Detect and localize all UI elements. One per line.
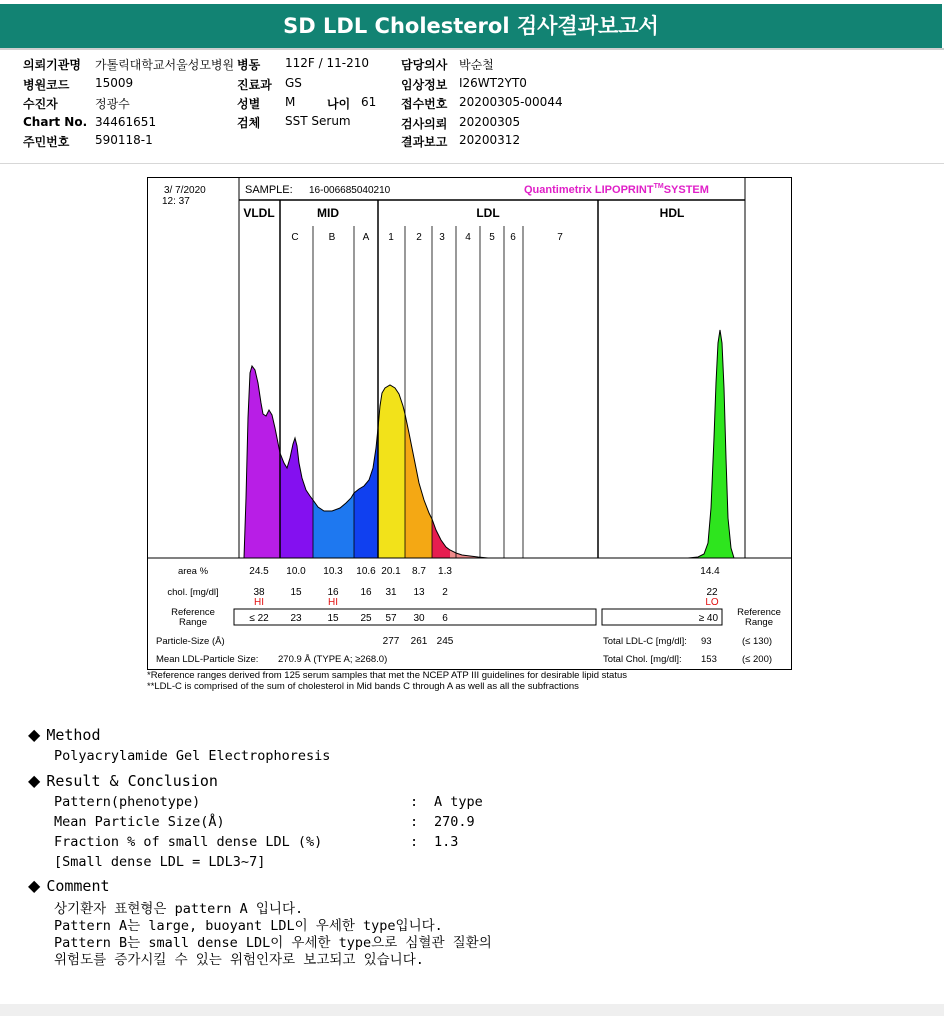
method-heading: ◆ Method <box>28 725 101 744</box>
ref-b: 15 <box>327 613 339 624</box>
area-a: 10.6 <box>356 566 376 577</box>
ref-right-label-1: Reference <box>737 607 781 618</box>
band-C: C <box>291 232 299 243</box>
result-row-mean-size: Mean Particle Size(Å) <box>54 814 225 830</box>
row-label-reference-2: Range <box>179 617 207 628</box>
chol-1: 31 <box>385 587 397 598</box>
area-hdl: 14.4 <box>700 566 720 577</box>
ref-vldl: ≤ 22 <box>249 613 269 624</box>
diamond-bullet-icon: ◆ <box>28 771 41 790</box>
info-divider <box>0 163 944 164</box>
chart-time: 12: 37 <box>162 196 190 207</box>
area-2: 8.7 <box>412 566 426 577</box>
chol-3: 2 <box>442 587 448 598</box>
footnote-2: **LDL-C is comprised of the sum of cholesterol in Mid bands C through A as well as all the subfractions <box>147 681 579 692</box>
ref-c: 23 <box>290 613 302 624</box>
row-label-particle: Particle-Size (Å) <box>156 636 225 647</box>
result-heading: ◆ Result & Conclusion <box>28 771 218 790</box>
chol-hdl: 22 <box>706 587 718 598</box>
area-b: 10.3 <box>323 566 343 577</box>
group-vldl: VLDL <box>243 206 275 220</box>
band-5: 5 <box>489 232 495 243</box>
sample-id: 16-006685040210 <box>309 185 391 196</box>
mean-ldl-label: Mean LDL-Particle Size: <box>156 654 259 665</box>
chart-date: 3/ 7/2020 <box>164 185 206 196</box>
ref-hdl: ≥ 40 <box>698 613 718 624</box>
report-title: SD LDL Cholesterol 검사결과보고서 <box>0 4 942 48</box>
group-mid: MID <box>317 206 339 220</box>
band-4: 4 <box>465 232 471 243</box>
total-ldl-value: 93 <box>701 636 712 647</box>
area-3: 1.3 <box>438 566 452 577</box>
title-divider <box>0 48 944 50</box>
comment-line-4: 위험도를 증가시킬 수 있는 위험인자로 보고되고 있습니다. <box>54 952 424 968</box>
band-1: 1 <box>388 232 394 243</box>
particle-1: 277 <box>382 636 400 647</box>
result-sep-1: : <box>410 794 419 810</box>
fill-ldl-1 <box>378 385 405 558</box>
row-label-chol: chol. [mg/dl] <box>167 587 219 598</box>
particle-3: 245 <box>436 636 454 647</box>
group-hdl: HDL <box>659 206 685 220</box>
total-ldl-ref: (≤ 130) <box>742 636 773 647</box>
ref-2: 30 <box>413 613 425 624</box>
fill-ldl-3 <box>432 519 450 558</box>
area-c: 10.0 <box>286 566 306 577</box>
total-chol-ref: (≤ 200) <box>742 654 773 665</box>
lipoprint-chart <box>147 177 792 670</box>
mean-ldl-value: 270.9 Å (TYPE A; ≥268.0) <box>278 654 388 665</box>
total-chol-label: Total Chol. [mg/dl]: <box>603 654 682 665</box>
diamond-bullet-icon: ◆ <box>28 876 41 895</box>
comment-line-3: Pattern B는 small dense LDL이 우세한 type으로 심혈관 질환의 <box>54 935 492 951</box>
area-vldl: 24.5 <box>249 566 269 577</box>
chol-b: 16 <box>327 587 339 598</box>
total-chol-value: 153 <box>701 654 717 665</box>
result-value-fraction: 1.3 <box>434 834 459 850</box>
total-ldl-label: Total LDL-C [mg/dl]: <box>603 636 687 647</box>
flag-hdl: LO <box>705 597 719 608</box>
comment-line-2: Pattern A는 large, buoyant LDL이 우세한 type입니다. <box>54 918 443 934</box>
band-2: 2 <box>416 232 422 243</box>
band-3: 3 <box>439 232 445 243</box>
page-bottom-strip <box>0 1004 944 1016</box>
diamond-bullet-icon: ◆ <box>28 725 41 744</box>
fill-hdl <box>688 330 734 558</box>
result-row-fraction: Fraction % of small dense LDL (%) <box>54 834 323 850</box>
band-7: 7 <box>557 232 563 243</box>
result-note: [Small dense LDL = LDL3~7] <box>54 854 266 870</box>
band-6: 6 <box>510 232 516 243</box>
band-B: B <box>328 232 336 243</box>
row-label-reference-1: Reference <box>171 607 215 618</box>
method-text: Polyacrylamide Gel Electrophoresis <box>54 748 331 764</box>
fill-mid-b <box>313 493 354 558</box>
fill-mid-a <box>354 428 378 558</box>
comment-line-1: 상기환자 표현형은 pattern A 입니다. <box>54 901 304 917</box>
result-value-mean-size: 270.9 <box>434 814 475 830</box>
chol-a: 16 <box>360 587 372 598</box>
ref-right-label-2: Range <box>745 617 773 628</box>
area-1: 20.1 <box>381 566 401 577</box>
row-label-area: area % <box>177 566 209 577</box>
result-row-pattern: Pattern(phenotype) <box>54 794 201 810</box>
ref-3: 6 <box>442 613 448 624</box>
particle-2: 261 <box>410 636 428 647</box>
fill-mid-c <box>280 438 313 558</box>
flag-b: HI <box>328 597 338 608</box>
footnote-1: *Reference ranges derived from 125 serum samples that met the NCEP ATP III guidelines for desirable lipid status <box>147 670 627 681</box>
comment-heading: ◆ Comment <box>28 876 110 895</box>
group-ldl: LDL <box>476 206 500 220</box>
result-sep-3: : <box>410 834 419 850</box>
result-value-pattern: A type <box>434 794 483 810</box>
chol-c: 15 <box>290 587 302 598</box>
chol-vldl: 38 <box>253 587 265 598</box>
chol-2: 13 <box>413 587 425 598</box>
result-sep-2: : <box>410 814 419 830</box>
lipoprint-svg <box>148 178 791 669</box>
ref-a: 25 <box>360 613 372 624</box>
sample-label: SAMPLE: <box>245 184 293 196</box>
ref-1: 57 <box>385 613 397 624</box>
band-A: A <box>362 232 370 243</box>
flag-vldl: HI <box>254 597 264 608</box>
system-name: Quantimetrix LIPOPRINT™SYSTEM <box>524 183 709 196</box>
